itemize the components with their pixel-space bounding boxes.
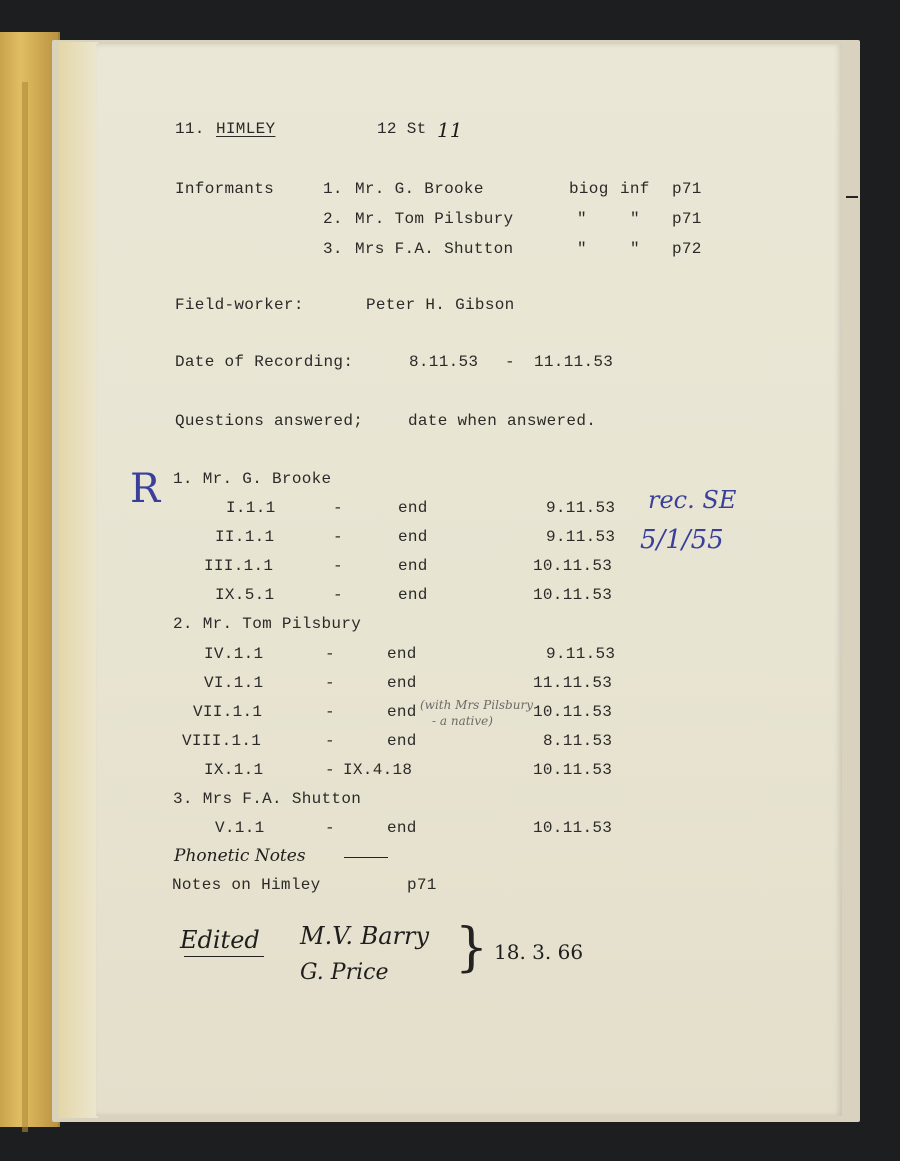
informant-c2: " bbox=[630, 210, 640, 228]
section-code: VIII.1.1 bbox=[182, 732, 262, 750]
edited-date: 18. 3. 66 bbox=[494, 940, 584, 964]
informants-label: Informants bbox=[175, 180, 275, 198]
row-date: 9.11.53 bbox=[546, 645, 616, 663]
section-code: VII.1.1 bbox=[193, 703, 263, 721]
notes-page: p71 bbox=[407, 876, 437, 894]
row-dash: - bbox=[333, 528, 343, 546]
edited-label: Edited bbox=[180, 926, 260, 954]
row-end: end bbox=[398, 557, 428, 575]
row-dash: - bbox=[325, 703, 335, 721]
row-end: IX.4.18 bbox=[343, 761, 413, 779]
row-dash: - bbox=[325, 819, 335, 837]
informant-num: 3. bbox=[323, 240, 343, 258]
informant-c2: inf bbox=[620, 180, 650, 198]
section-code: IV.1.1 bbox=[204, 645, 264, 663]
recording-dash: - bbox=[505, 353, 515, 371]
row-date: 8.11.53 bbox=[543, 732, 613, 750]
questions-date-label: date when answered. bbox=[408, 412, 597, 430]
informant-name: Mrs F.A. Shutton bbox=[355, 240, 514, 258]
row-date: 10.11.53 bbox=[533, 761, 613, 779]
edited-underline bbox=[184, 956, 264, 957]
informant-num: 2. bbox=[323, 210, 343, 228]
received-note: rec. SE bbox=[648, 486, 737, 514]
margin-r-mark: R bbox=[130, 466, 161, 512]
informant-c1: " bbox=[577, 210, 587, 228]
recording-label: Date of Recording: bbox=[175, 353, 354, 371]
section-code: IX.5.1 bbox=[215, 586, 275, 604]
row-dash: - bbox=[333, 586, 343, 604]
fieldworker-label: Field-worker: bbox=[175, 296, 304, 314]
place-title: HIMLEY bbox=[216, 120, 276, 138]
informant-c1: " bbox=[577, 240, 587, 258]
fieldworker-name: Peter H. Gibson bbox=[366, 296, 515, 314]
phonetic-notes: Phonetic Notes bbox=[174, 846, 306, 866]
row-date: 11.11.53 bbox=[533, 674, 613, 692]
row-end: end bbox=[398, 499, 428, 517]
recording-from: 8.11.53 bbox=[409, 353, 479, 371]
section-code: VI.1.1 bbox=[204, 674, 264, 692]
editor-1: M.V. Barry bbox=[300, 922, 430, 950]
phonetic-dash bbox=[344, 857, 388, 858]
row-dash: - bbox=[325, 732, 335, 750]
informant-page: p71 bbox=[672, 210, 702, 228]
informant-num: 1. bbox=[323, 180, 343, 198]
row-date: 10.11.53 bbox=[533, 819, 613, 837]
edge-tab bbox=[846, 196, 858, 198]
row-end: end bbox=[398, 528, 428, 546]
book-spine bbox=[0, 32, 60, 1127]
row-end: end bbox=[387, 732, 417, 750]
brace-icon: } bbox=[455, 918, 489, 978]
row-end: end bbox=[398, 586, 428, 604]
row-end: end bbox=[387, 703, 417, 721]
received-date: 5/1/55 bbox=[640, 525, 724, 555]
row-date: 10.11.53 bbox=[533, 586, 613, 604]
informant-name: Mr. G. Brooke bbox=[355, 180, 484, 198]
row-dash: - bbox=[333, 557, 343, 575]
row-end: end bbox=[387, 819, 417, 837]
pencil-note-line1: (with Mrs Pilsbury bbox=[420, 698, 533, 712]
section-code: II.1.1 bbox=[215, 528, 275, 546]
row-dash: - bbox=[325, 645, 335, 663]
informant-page: p71 bbox=[672, 180, 702, 198]
informant-c1: biog bbox=[569, 180, 609, 198]
recording-to: 11.11.53 bbox=[534, 353, 614, 371]
reference-hw: 11 bbox=[437, 118, 463, 142]
row-date: 9.11.53 bbox=[546, 499, 616, 517]
group-heading: 1. Mr. G. Brooke bbox=[173, 470, 332, 488]
row-dash: - bbox=[325, 674, 335, 692]
editor-2: G. Price bbox=[300, 960, 389, 985]
group-heading: 3. Mrs F.A. Shutton bbox=[173, 790, 362, 808]
notes-label: Notes on Himley bbox=[172, 876, 321, 894]
questions-label: Questions answered; bbox=[175, 412, 364, 430]
row-dash: - bbox=[325, 761, 335, 779]
row-dash: - bbox=[333, 499, 343, 517]
row-date: 10.11.53 bbox=[533, 703, 613, 721]
page-number: 11. bbox=[175, 120, 205, 138]
row-date: 10.11.53 bbox=[533, 557, 613, 575]
section-code: I.1.1 bbox=[226, 499, 276, 517]
pencil-note-line2: - a native) bbox=[432, 714, 493, 728]
section-code: III.1.1 bbox=[204, 557, 274, 575]
informant-name: Mr. Tom Pilsbury bbox=[355, 210, 514, 228]
reference: 12 St bbox=[377, 120, 427, 138]
section-code: IX.1.1 bbox=[204, 761, 264, 779]
row-end: end bbox=[387, 645, 417, 663]
row-end: end bbox=[387, 674, 417, 692]
section-code: V.1.1 bbox=[215, 819, 265, 837]
informant-c2: " bbox=[630, 240, 640, 258]
row-date: 9.11.53 bbox=[546, 528, 616, 546]
informant-page: p72 bbox=[672, 240, 702, 258]
group-heading: 2. Mr. Tom Pilsbury bbox=[173, 615, 362, 633]
page-gutter bbox=[58, 42, 98, 1118]
